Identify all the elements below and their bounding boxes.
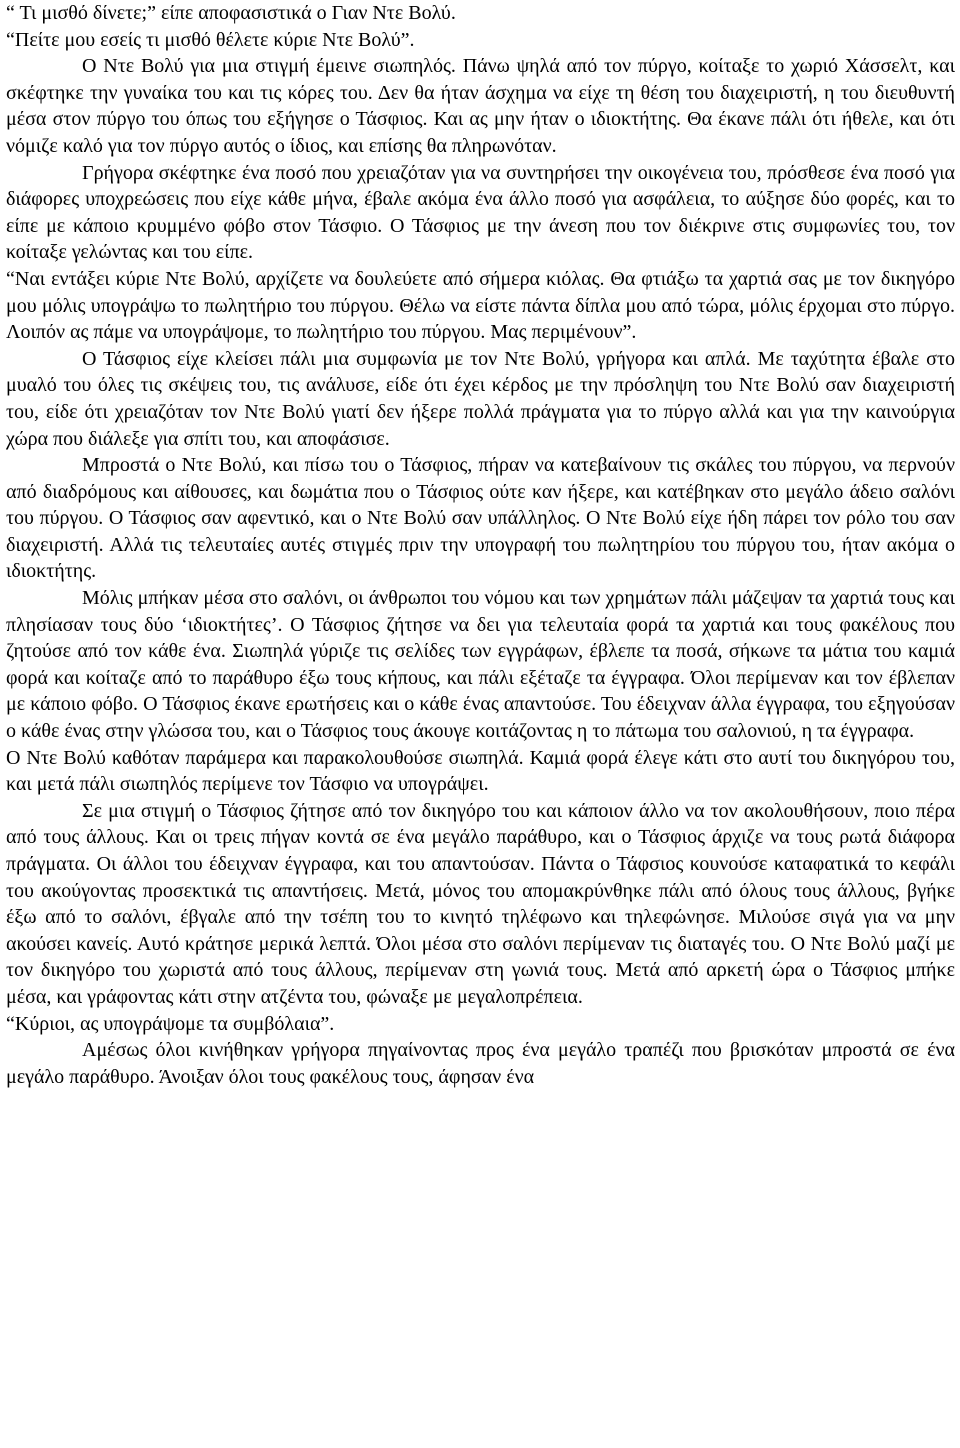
paragraph-8: Αμέσως όλοι κινήθηκαν γρήγορα πηγαίνοντας προς ένα μεγάλο τραπέζι που βρισκόταν μπροστά σε ένα μεγάλο παράθυρο. Άνοιξαν όλοι τους φακέλους τους, άφησαν ένα: [6, 1039, 955, 1088]
paragraph-6: Ο Ντε Βολύ καθόταν παράμερα και παρακολουθούσε σιωπηλά. Καμιά φορά έλεγε κάτι στο αυτί του δικηγόρου του, και μετά πάλι σιωπηλός περίμενε τον Τάσφιο να υπογράψει.: [6, 746, 955, 796]
dialogue-line-4: “Κύριοι, ας υπογράψομε τα συμβόλαια”.: [6, 1012, 335, 1035]
dialogue-line-2: “Πείτε μου εσείς τι μισθό θέλετε κύριε Ντε Βολύ”.: [6, 28, 415, 51]
paragraph-3: Ο Τάσφιος είχε κλείσει πάλι μια συμφωνία με τον Ντε Βολύ, γρήγορα και απλά. Με ταχύτητα έβαλε στο μυαλό του όλες τις σκέψεις του, τις ανάλυσε, είδε ότι έχει κέρδος με την πρόσληψη του Ντε Βολύ σαν διαχειριστή του, είδε ότι χρειαζόταν τον Ντε Βολύ γιατί δεν ήξερε πολλά πράγματα για το πύργο αλλά και για την καινούργια χώρα που διάλεξε για σπίτι του, και αποφάσισε.: [6, 347, 955, 450]
paragraph-2: Γρήγορα σκέφτηκε ένα ποσό που χρειαζόταν για να συντηρήσει την οικογένεια του, πρόσθεσε ένα ποσό για διάφορες υποχρεώσεις που είχε κάθε μήνα, έβαλε ακόμα ένα άλλο ποσό για ασφάλεια, το αύξησε δύο φορές, και το είπε με κάποιο κρυμμένο φόβο στον Τάσφιο. Ο Τάσφιος με την άνεση που τον διέκρινε στις συμφωνίες του, τον κοίταξε γελώντας και του είπε.: [6, 161, 955, 264]
paragraph-4: Μπροστά ο Ντε Βολύ, και πίσω του ο Τάσφιος, πήραν να κατεβαίνουν τις σκάλες του πύργου, να περνούν από διαδρόμους και αίθουσες, και δωμάτια που ο Τάσφιος ούτε καν ήξερε, και κατέβηκαν στο μεγάλο άδειο σαλόνι του πύργου. Ο Τάσφιος σαν αφεντικό, και ο Ντε Βολύ σαν υπάλληλος. Ο Ντε Βολύ είχε ήδη πάρει τον ρόλο του σαν διαχειριστή. Αλλά τις τελευταίες αυτές στιγμές πριν την υπογραφή του πωλητηρίου του πύργου του, ήταν ακόμα ο ιδιοκτήτης.: [6, 454, 955, 583]
paragraph-1: Ο Ντε Βολύ για μια στιγμή έμεινε σιωπηλός. Πάνω ψηλά από τον πύργο, κοίταξε το χωριό Χάσσελτ, και σκέφτηκε την γυναίκα του και τις κόρες του. Δεν θα ήταν άσχημα να είχε τη θέση του διαχειριστή, η του διευθυντή μέσα στον πύργο του όπως του εξήγησε ο Τάσφιος. Και ας μην ήταν ο ιδιοκτήτης. Θα έκανε πάλι ότι ήθελε, και ότι νόμιζε καλό για τον πύργο αυτός ο ίδιος, και επίσης θα πληρωνόταν.: [6, 55, 955, 157]
paragraph-7: Σε μια στιγμή ο Τάσφιος ζήτησε από τον δικηγόρο του και κάποιον άλλο να τον ακολουθήσουν, ποιο πέρα από τους άλλους. Και οι τρεις πήγαν κοντά σε ένα μεγάλο παράθυρο, και ο Τάσφιος άρχιζε να τους ρωτά διάφορα πράγματα. Οι άλλοι του έδειχναν έγγραφα, και του απαντούσαν. Πάντα ο Τάφσιος κουνούσε καταφατικά το κεφάλι του ακούγοντας προσεκτικά τις απαντήσεις. Μετά, μόνος του απομακρύνθηκε πάλι από όλους τους άλλους, βγήκε έξω από το σαλόνι, έβγαλε από την τσέπη του το κινητό τηλέφωνο και τηλεφώνησε. Μιλούσε σιγά για να μην ακούσει κανείς. Αυτό κράτησε μερικά λεπτά. Όλοι μέσα στο σαλόνι περίμεναν τις διαταγές του. Ο Ντε Βολύ μαζί με τον δικηγόρο του χωριστά από τους άλλους, περίμεναν στη γωνιά τους. Μετά από αρκετή ώρα ο Τάσφιος μπήκε μέσα, και γράφοντας κάτι στην ατζέντα του, φώναξε με μεγαλοπρέπεια.: [6, 799, 955, 1008]
dialogue-line-3: “Ναι εντάξει κύριε Ντε Βολύ, αρχίζετε να δουλεύετε από σήμερα κιόλας. Θα φτιάξω τα χαρτιά σας με τον δικηγόρο μου μόλις υπογράψω το πωλητήριο του πύργου. Θέλω να είστε πάντα δίπλα μου από τώρα, μόλις έρχομαι στο πύργο. Λοιπόν ας πάμε να υπογράψομε, το πωλητήριο του πύργου. Μας περιμένουν”.: [6, 267, 955, 344]
dialogue-line-1: “ Τι μισθό δίνετε;” είπε αποφασιστικά ο Γιαν Ντε Βολύ.: [6, 2, 456, 24]
paragraph-5: Μόλις μπήκαν μέσα στο σαλόνι, οι άνθρωποι του νόμου και των χρημάτων πάλι μάζεψαν τα χαρτιά τους και πλησίασαν τους δύο ‘ιδιοκτήτες’. Ο Τάσφιος ζήτησε να δει για τελευταία φορά τα χαρτιά και τους φακέλους που ζητούσε από τον κάθε ένα. Σιωπηλά γύριζε τις σελίδες των εγγράφων, έβλεπε τα ποσά, σήκωνε τα μάτια του καμιά φορά και κοίταζε από το παράθυρο έξω τους κήπους, και πάλι εξέταζε τα έγγραφα. Όλοι περίμεναν και τον έβλεπαν με κάποιο φόβο. Ο Τάσφιος έκανε ερωτήσεις και ο κάθε ένας απαντούσε. Του έδειχναν άλλα έγγραφα, του εξηγούσαν ο κάθε ένας στην γλώσσα του, και ο Τάσφιος τους άκουγε κοιτάζοντας η το πάτωμα του σαλονιού, η τα έγγραφα.: [6, 587, 955, 743]
